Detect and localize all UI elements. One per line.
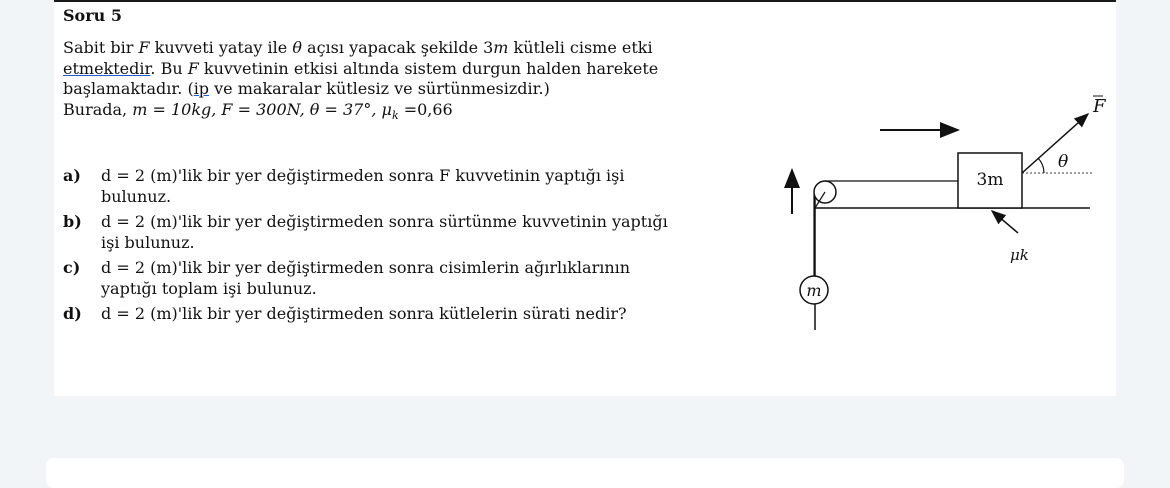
sub-question-b: b) d = 2 (m)'lik bir yer değiştirmeden sonra sürtünme kuvvetinin yaptığı işi bulunuz.: [63, 212, 668, 252]
hanging-mass-label: m: [806, 281, 822, 300]
intro-line-1: Sabit bir F kuvveti yatay ile θ açısı yapacak şekilde 3m kütleli cisme etki: [63, 38, 653, 57]
block-label: 3m: [976, 170, 1004, 190]
intro-line-4-given-values: Burada, m = 10kg, F = 300N, θ = 37°, $\mu_k =0,66$: [63, 99, 453, 122]
normal-force-arrow: [992, 211, 1018, 233]
force-arrow: [1022, 114, 1088, 173]
intro-line-2: etmektedir. Bu F kuvvetinin etkisi altında sistem durgun halden harekete: [63, 58, 659, 78]
sub-question-c: c) d = 2 (m)'lik bir yer değiştirmeden sonra cisimlerin ağırlıklarının yaptığı toplam işi bulunuz.: [63, 258, 631, 298]
sub-question-label: b): [63, 212, 82, 231]
sub-question-label: c): [63, 258, 81, 277]
question-title: Soru 5: [63, 6, 122, 25]
sub-question-list: [63, 166, 763, 330]
underlined-word: ip: [193, 79, 210, 98]
sub-question-label: a): [63, 166, 81, 185]
angle-arc: [1038, 158, 1044, 173]
force-symbol: F: [138, 38, 150, 57]
top-divider: [54, 0, 1116, 2]
angle-label: θ: [1058, 152, 1069, 172]
theta-symbol: θ: [292, 38, 302, 57]
sub-question-d: d) d = 2 (m)'lik bir yer değiştirmeden sonra kütlelerin sürati nedir?: [63, 304, 627, 323]
sub-question-a: a) d = 2 (m)'lik bir yer değiştirmeden sonra F kuvvetinin yaptığı işi bulunuz.: [63, 166, 625, 206]
friction-coefficient-label: μk: [1010, 246, 1029, 264]
sub-question-label: d): [63, 304, 82, 323]
question-intro: [63, 38, 763, 126]
underlined-word: etmektedir: [63, 58, 151, 78]
force-label: F: [1093, 96, 1106, 117]
intro-line-3: başlamaktadır. (ip ve makaralar kütlesiz ve sürtünmesizdir.): [63, 79, 550, 98]
physics-diagram: [770, 90, 1130, 330]
next-card: [46, 458, 1124, 488]
